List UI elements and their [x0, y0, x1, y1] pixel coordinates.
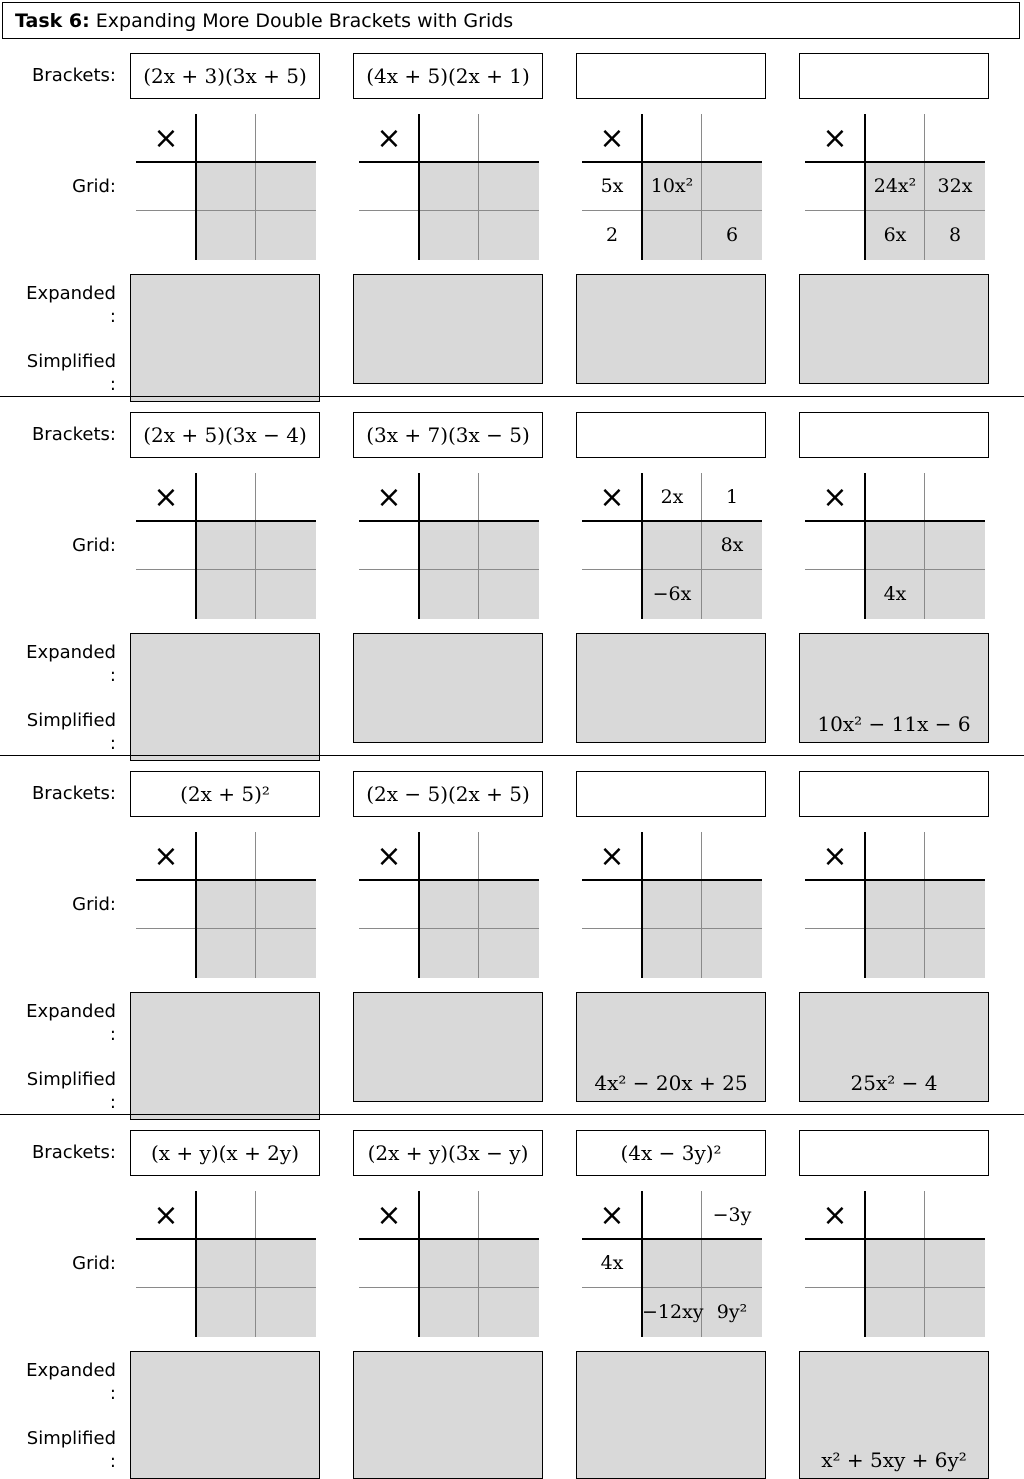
times-icon: ×: [599, 839, 625, 874]
brackets-box[interactable]: (2x + y)(3x − y): [353, 1130, 543, 1176]
grid-cell-l2[interactable]: [136, 1288, 196, 1336]
simplified-colon: :: [109, 1451, 116, 1472]
grid-cell-t2[interactable]: −3y: [712, 1204, 752, 1226]
grid-cell-c12[interactable]: [479, 162, 539, 210]
section-divider: [0, 396, 1024, 397]
answer-box[interactable]: [799, 1351, 989, 1479]
multiplication-grid: [805, 832, 985, 978]
grid-cell-t1[interactable]: [196, 832, 256, 880]
grid-cell-t1[interactable]: [865, 114, 925, 162]
grid-cell-t1[interactable]: 2x: [660, 486, 684, 508]
grid-cell-t2[interactable]: 1: [725, 486, 739, 508]
grid-cell-c22[interactable]: [479, 929, 539, 977]
grid-label: Grid:: [72, 535, 116, 556]
multiplication-grid: [582, 114, 762, 260]
grid-label: Grid:: [72, 176, 116, 197]
multiplication-grid: [805, 1191, 985, 1337]
grid-cell-l2[interactable]: 2: [605, 224, 619, 246]
brackets-box[interactable]: [799, 412, 989, 458]
grid-cell-c21[interactable]: [196, 929, 256, 977]
grid-cell-c12[interactable]: [256, 1239, 316, 1287]
grid-cell-c11[interactable]: [419, 162, 479, 210]
grid-cell-c22[interactable]: 9y²: [716, 1301, 748, 1323]
brackets-box[interactable]: [576, 771, 766, 817]
brackets-box[interactable]: (3x + 7)(3x − 5): [353, 412, 543, 458]
brackets-box[interactable]: [799, 53, 989, 99]
grid-label: Grid:: [72, 1253, 116, 1274]
times-icon: ×: [599, 121, 625, 156]
grid-cell-t2[interactable]: [256, 473, 316, 521]
grid-cell-c22[interactable]: [925, 570, 985, 618]
grid-cell-l1[interactable]: [136, 162, 196, 210]
multiplication-grid: [805, 114, 985, 260]
grid-cell-c12[interactable]: [702, 880, 762, 928]
grid-cell-l1[interactable]: [805, 521, 865, 569]
times-icon: ×: [822, 121, 848, 156]
answer-box[interactable]: [799, 633, 989, 743]
grid-cell-c21[interactable]: [419, 211, 479, 259]
task-number: Task 6:: [15, 10, 90, 32]
grid-cell-c22[interactable]: [479, 1288, 539, 1336]
grid-cell-c21[interactable]: [865, 929, 925, 977]
grid-cell-t1[interactable]: [419, 473, 479, 521]
grid-cell-t2[interactable]: [702, 114, 762, 162]
brackets-label: Brackets:: [31, 424, 116, 445]
grid-cell-t2[interactable]: [256, 832, 316, 880]
times-icon: ×: [153, 1198, 179, 1233]
times-icon: ×: [376, 121, 402, 156]
grid-cell-c21[interactable]: −6x: [652, 583, 692, 605]
brackets-box[interactable]: (x + y)(x + 2y): [130, 1130, 320, 1176]
grid-cell-l2[interactable]: [805, 570, 865, 618]
multiplication-grid: [359, 1191, 539, 1337]
grid-cell-c22[interactable]: [256, 211, 316, 259]
grid-cell-t1[interactable]: [865, 473, 925, 521]
grid-cell-c11[interactable]: [196, 880, 256, 928]
simplified-label: Simplified: [26, 710, 116, 731]
grid-cell-l1[interactable]: [359, 162, 419, 210]
grid-cell-c12[interactable]: [925, 880, 985, 928]
grid-cell-l1[interactable]: [805, 1239, 865, 1287]
grid-cell-c12[interactable]: [925, 1239, 985, 1287]
grid-cell-t2[interactable]: [702, 832, 762, 880]
grid-cell-l2[interactable]: [359, 570, 419, 618]
grid-cell-c11[interactable]: [865, 880, 925, 928]
grid-cell-c22[interactable]: [256, 570, 316, 618]
grid-cell-l1[interactable]: [359, 1239, 419, 1287]
grid-cell-t1[interactable]: [196, 114, 256, 162]
grid-cell-l1[interactable]: [359, 521, 419, 569]
grid-cell-c11[interactable]: [196, 1239, 256, 1287]
grid-cell-l1[interactable]: 4x: [600, 1252, 624, 1274]
grid-cell-c11[interactable]: [419, 880, 479, 928]
expanded-label: Expanded: [26, 642, 116, 663]
times-icon: ×: [376, 839, 402, 874]
grid-cell-t1[interactable]: [419, 1191, 479, 1239]
expanded-label: Expanded: [26, 283, 116, 304]
times-icon: ×: [153, 839, 179, 874]
brackets-box[interactable]: [799, 771, 989, 817]
grid-cell-c22[interactable]: 8: [948, 224, 962, 246]
answer-box[interactable]: [799, 274, 989, 384]
simplified-answer: 25x² − 4: [850, 1071, 938, 1095]
grid-cell-l2[interactable]: [582, 1288, 642, 1336]
grid-cell-c12[interactable]: [702, 1239, 762, 1287]
simplified-answer: 4x² − 20x + 25: [594, 1071, 748, 1095]
simplified-label: Simplified: [26, 351, 116, 372]
grid-cell-c12[interactable]: 8x: [720, 534, 744, 556]
multiplication-grid: [359, 832, 539, 978]
grid-cell-t2[interactable]: [925, 473, 985, 521]
grid-cell-l2[interactable]: [136, 570, 196, 618]
grid-cell-t2[interactable]: [925, 1191, 985, 1239]
times-icon: ×: [153, 480, 179, 515]
grid-cell-t2[interactable]: [256, 1191, 316, 1239]
brackets-box[interactable]: (4x − 3y)²: [576, 1130, 766, 1176]
grid-cell-l2[interactable]: [136, 929, 196, 977]
grid-cell-c22[interactable]: [925, 1288, 985, 1336]
times-icon: ×: [376, 1198, 402, 1233]
grid-cell-c22[interactable]: [479, 211, 539, 259]
grid-label: Grid:: [72, 894, 116, 915]
grid-cell-l1[interactable]: [805, 880, 865, 928]
grid-cell-l1[interactable]: [805, 162, 865, 210]
grid-cell-t1[interactable]: [642, 832, 702, 880]
grid-cell-c21[interactable]: [642, 929, 702, 977]
answer-box[interactable]: [130, 1351, 320, 1479]
grid-cell-t2[interactable]: [479, 473, 539, 521]
grid-cell-c11[interactable]: [865, 1239, 925, 1287]
times-icon: ×: [599, 480, 625, 515]
times-icon: ×: [599, 1198, 625, 1233]
brackets-label: Brackets:: [31, 1142, 116, 1163]
grid-cell-l1[interactable]: [582, 880, 642, 928]
grid-cell-t1[interactable]: [642, 114, 702, 162]
grid-cell-c21[interactable]: [196, 1288, 256, 1336]
times-icon: ×: [153, 121, 179, 156]
brackets-box[interactable]: [576, 53, 766, 99]
simplified-colon: :: [109, 1092, 116, 1113]
grid-cell-t2[interactable]: [925, 832, 985, 880]
multiplication-grid: [136, 832, 316, 978]
grid-cell-c11[interactable]: [865, 521, 925, 569]
grid-cell-c12[interactable]: [256, 521, 316, 569]
multiplication-grid: [805, 473, 985, 619]
grid-cell-c12[interactable]: [479, 1239, 539, 1287]
task-title: [2, 2, 1020, 39]
grid-cell-c21[interactable]: 6x: [883, 224, 907, 246]
grid-cell-l2[interactable]: [805, 211, 865, 259]
grid-cell-l2[interactable]: [582, 929, 642, 977]
grid-cell-c11[interactable]: 24x²: [873, 175, 917, 197]
multiplication-grid: [136, 114, 316, 260]
simplified-colon: :: [109, 733, 116, 754]
grid-cell-l2[interactable]: [359, 1288, 419, 1336]
multiplication-grid: [582, 1191, 762, 1337]
grid-cell-l2[interactable]: [805, 929, 865, 977]
grid-cell-c11[interactable]: [642, 880, 702, 928]
expanded-label: Expanded: [26, 1360, 116, 1381]
grid-cell-l2[interactable]: [805, 1288, 865, 1336]
grid-cell-c21[interactable]: [419, 1288, 479, 1336]
answer-box[interactable]: [353, 633, 543, 743]
answer-box[interactable]: [130, 633, 320, 761]
grid-cell-c21[interactable]: [196, 211, 256, 259]
answer-box[interactable]: [130, 992, 320, 1120]
grid-cell-c22[interactable]: [702, 929, 762, 977]
multiplication-grid: [136, 1191, 316, 1337]
multiplication-grid: [359, 114, 539, 260]
brackets-box[interactable]: (2x + 5)²: [130, 771, 320, 817]
simplified-label: Simplified: [26, 1428, 116, 1449]
grid-cell-c21[interactable]: [642, 211, 702, 259]
answer-box[interactable]: [353, 1351, 543, 1479]
grid-cell-l2[interactable]: [582, 570, 642, 618]
grid-cell-c11[interactable]: [642, 521, 702, 569]
grid-cell-l1[interactable]: [582, 521, 642, 569]
grid-cell-l2[interactable]: [359, 211, 419, 259]
grid-cell-t1[interactable]: [642, 1191, 702, 1239]
simplified-label: Simplified: [26, 1069, 116, 1090]
grid-cell-c21[interactable]: [419, 929, 479, 977]
grid-cell-c11[interactable]: [419, 1239, 479, 1287]
simplified-answer: x² + 5xy + 6y²: [821, 1448, 967, 1472]
grid-cell-c11[interactable]: [419, 521, 479, 569]
expanded-colon: :: [109, 306, 116, 327]
grid-cell-t2[interactable]: [479, 1191, 539, 1239]
grid-cell-c12[interactable]: [479, 521, 539, 569]
grid-cell-l2[interactable]: [136, 211, 196, 259]
grid-cell-c11[interactable]: 10x²: [650, 175, 694, 197]
times-icon: ×: [822, 839, 848, 874]
times-icon: ×: [822, 1198, 848, 1233]
brackets-box[interactable]: (4x + 5)(2x + 1): [353, 53, 543, 99]
grid-cell-c12[interactable]: [702, 162, 762, 210]
brackets-label: Brackets:: [31, 65, 116, 86]
grid-cell-c21[interactable]: [865, 1288, 925, 1336]
grid-cell-t1[interactable]: [196, 1191, 256, 1239]
simplified-colon: :: [109, 374, 116, 395]
grid-cell-l2[interactable]: [359, 929, 419, 977]
expanded-colon: :: [109, 1383, 116, 1404]
times-icon: ×: [376, 480, 402, 515]
grid-cell-c12[interactable]: [256, 880, 316, 928]
grid-cell-c11[interactable]: [196, 162, 256, 210]
grid-cell-c12[interactable]: 32x: [937, 175, 973, 197]
expanded-label: Expanded: [26, 1001, 116, 1022]
answer-box[interactable]: [130, 274, 320, 402]
times-icon: ×: [822, 480, 848, 515]
grid-cell-l1[interactable]: [359, 880, 419, 928]
answer-box[interactable]: [576, 992, 766, 1102]
answer-box[interactable]: [353, 274, 543, 384]
grid-cell-t2[interactable]: [925, 114, 985, 162]
grid-cell-t2[interactable]: [479, 114, 539, 162]
grid-cell-c22[interactable]: [256, 929, 316, 977]
expanded-colon: :: [109, 1024, 116, 1045]
multiplication-grid: [582, 473, 762, 619]
answer-box[interactable]: [576, 1351, 766, 1479]
expanded-colon: :: [109, 665, 116, 686]
grid-cell-l1[interactable]: [136, 521, 196, 569]
grid-cell-t1[interactable]: [419, 832, 479, 880]
grid-cell-c22[interactable]: [702, 570, 762, 618]
multiplication-grid: [136, 473, 316, 619]
grid-cell-c12[interactable]: [256, 162, 316, 210]
brackets-box[interactable]: [576, 412, 766, 458]
grid-cell-c21[interactable]: 4x: [883, 583, 907, 605]
grid-cell-c21[interactable]: [419, 570, 479, 618]
grid-cell-l1[interactable]: [136, 1239, 196, 1287]
grid-cell-c11[interactable]: [642, 1239, 702, 1287]
grid-cell-c21[interactable]: [196, 570, 256, 618]
section-divider: [0, 755, 1024, 756]
grid-cell-c22[interactable]: [479, 570, 539, 618]
brackets-box[interactable]: [799, 1130, 989, 1176]
section-divider: [0, 1114, 1024, 1115]
grid-cell-c12[interactable]: [925, 521, 985, 569]
answer-box[interactable]: [799, 992, 989, 1102]
grid-cell-l1[interactable]: [136, 880, 196, 928]
grid-cell-c12[interactable]: [479, 880, 539, 928]
grid-cell-c22[interactable]: 6: [725, 224, 739, 246]
grid-cell-c21[interactable]: −12xy: [642, 1301, 704, 1323]
grid-cell-t1[interactable]: [865, 832, 925, 880]
brackets-label: Brackets:: [31, 783, 116, 804]
grid-cell-c22[interactable]: [925, 929, 985, 977]
grid-cell-t1[interactable]: [419, 114, 479, 162]
grid-cell-t1[interactable]: [196, 473, 256, 521]
brackets-box[interactable]: (2x + 3)(3x + 5): [130, 53, 320, 99]
brackets-box[interactable]: (2x + 5)(3x − 4): [130, 412, 320, 458]
grid-cell-t1[interactable]: [865, 1191, 925, 1239]
multiplication-grid: [582, 832, 762, 978]
brackets-box[interactable]: (2x − 5)(2x + 5): [353, 771, 543, 817]
grid-cell-c11[interactable]: [196, 521, 256, 569]
grid-cell-t2[interactable]: [479, 832, 539, 880]
grid-cell-l1[interactable]: 5x: [600, 175, 624, 197]
answer-box[interactable]: [353, 992, 543, 1102]
answer-box[interactable]: [576, 633, 766, 743]
multiplication-grid: [359, 473, 539, 619]
simplified-answer: 10x² − 11x − 6: [817, 712, 971, 736]
answer-box[interactable]: [576, 274, 766, 384]
task-heading: Expanding More Double Brackets with Grids: [89, 10, 514, 32]
grid-cell-c22[interactable]: [256, 1288, 316, 1336]
grid-cell-t2[interactable]: [256, 114, 316, 162]
